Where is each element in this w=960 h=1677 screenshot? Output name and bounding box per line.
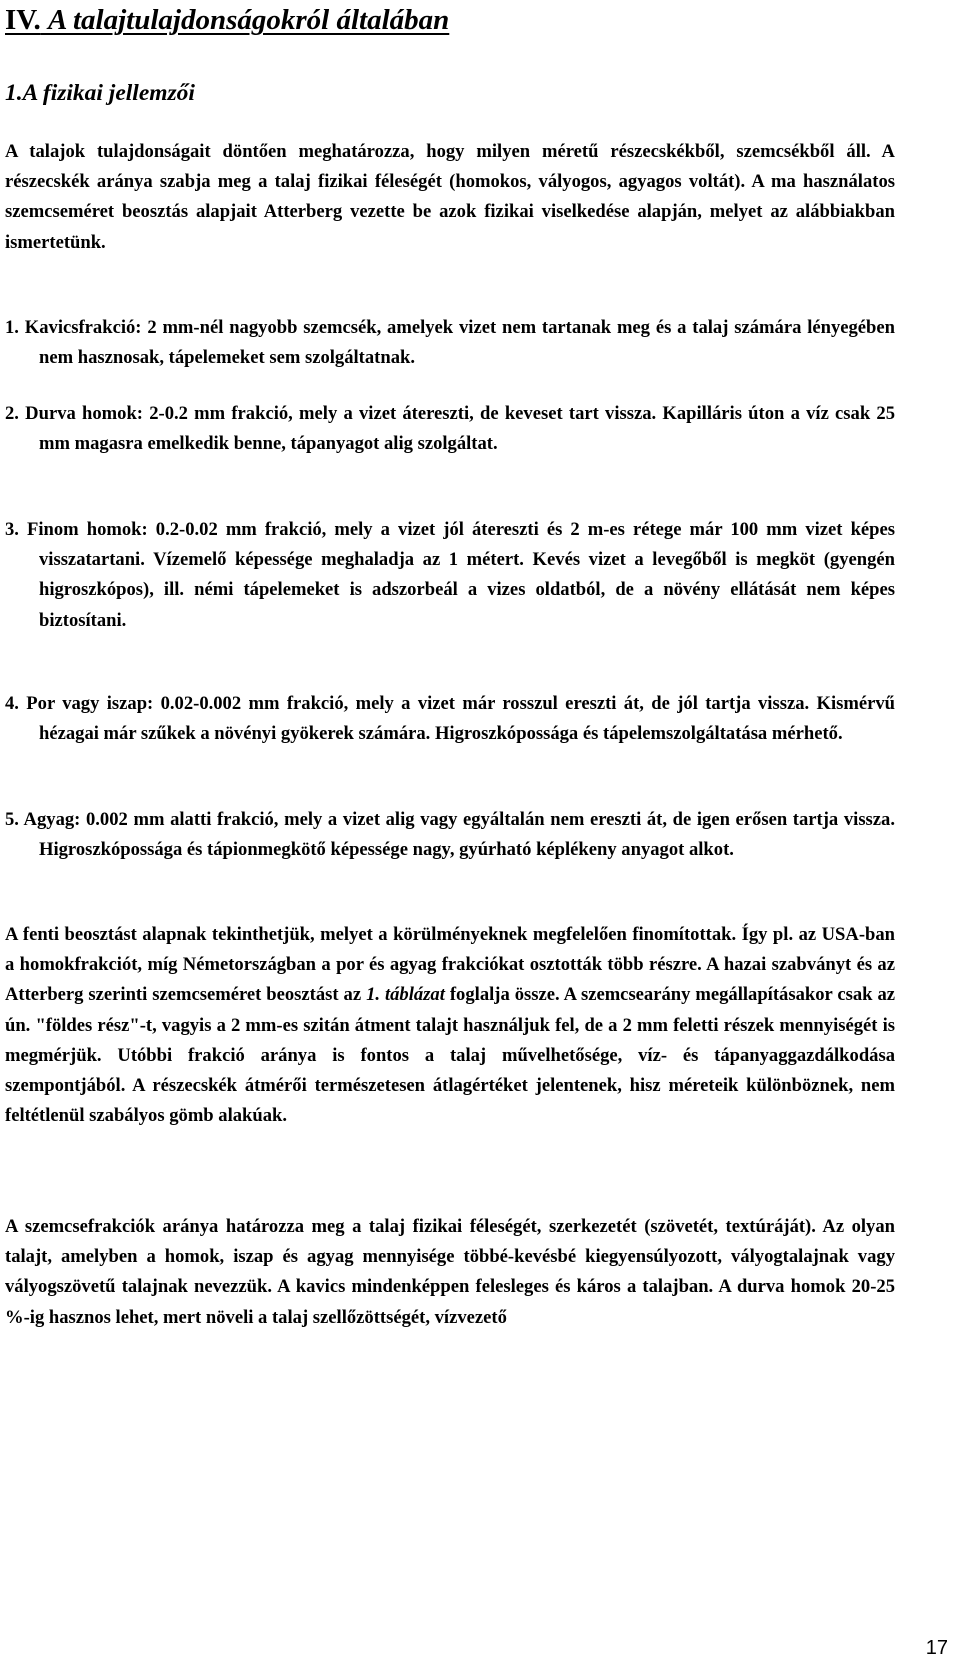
fraction-item-gravel: 1. Kavicsfrakció: 2 mm-nél nagyobb szemcsék, amelyek vizet nem tartanak meg és a talaj számára lényegében nem hasznosak, tápelemeket sem szolgáltatnak. (5, 317, 895, 369)
chapter-title: A talajtulajdonságokról általában (48, 4, 450, 36)
intro-paragraph: A talajok tulajdonságait döntően meghatározza, hogy milyen méretű részecskékből, szemcsékből áll. A részecskék aránya szabja meg a talaj fizikai féleségét (homokos, vályogos, agyagos voltát). A ma használatos szemcseméret beosztás alapjait Atterberg vezette be azok fizikai viselkedése alapján, melyet az alábbiakban ismertetünk. (5, 141, 895, 253)
classification-text-end: foglalja össze. A szemcsearány megállapításakor csak az ún. "földes rész"-t, vagyis a 2 mm-es szitán átment talajt használjuk fel, de a 2 mm feletti részek mennyiségét is megmérjük. Utóbbi frakció aránya is fontos a talaj művelhetősége, víz- és tápanyaggazdálkodása szempontjából. A részecskék átmérői természetesen átlagértéket jelentenek, hisz méreteik különböznek, nem feltétlenül szabályos gömb alakúak. (5, 984, 896, 1127)
chapter-number: IV. (5, 4, 41, 36)
classification-text-start: A fenti beosztást alapnak tekinthetjük, melyet a körülményeknek megfelelően finomítottak. Így pl. az USA-ban a homokfrakciót, míg Németországban a por és agyag frakciókat osztották több részre. A hazai szabványt és az Atterberg szerinti szemcseméret beosztást az (5, 924, 895, 1006)
fraction-item-silt: 4. Por vagy iszap: 0.02-0.002 mm frakció, mely a vizet már rosszul ereszti át, de jól tartja vissza. Kismérvű hézagai már szűkek a növényi gyökerek számára. Higroszkópossága és tápelemszolgáltatása mérhető. (5, 693, 895, 745)
section-heading: 1.A fizikai jellemzői (5, 80, 195, 106)
fraction-item-clay: 5. Agyag: 0.002 mm alatti frakció, mely a vizet alig vagy egyáltalán nem ereszti át, de igen erősen tartja vissza. Higroszkópossága és tápionmegkötő képessége nagy, gyúrható képlékeny anyagot alkot. (5, 809, 895, 861)
chapter-heading (5, 2, 449, 38)
table-reference: 1. táblázat (366, 984, 445, 1006)
chapter-heading-underline (5, 4, 449, 36)
texture-paragraph: A szemcsefrakciók aránya határozza meg a talaj fizikai féleségét, szerkezetét (szövetét, textúráját). Az olyan talajt, amelyben a homok, iszap és agyag mennyisége többé-kevésbé kiegyensúlyozott, vályogtalajnak vagy vályogszövetű talajnak nevezzük. A kavics mindenképpen felesleges és káros a talajban. A durva homok 20-25 %-ig hasznos lehet, mert növeli a talaj szellőzöttségét, vízvezető (5, 1216, 895, 1328)
page-number: 17 (925, 1637, 948, 1659)
fraction-item-fine-sand: 3. Finom homok: 0.2-0.02 mm frakció, mely a vizet jól átereszti és 2 m-es rétege már 100 mm vizet képes visszatartani. Vízemelő képessége meghaladja az 1 métert. Kevés vizet a levegőből is megköt (gyengén higroszkópos), ill. némi tápelemeket is adszorbeál a vizes oldatból, de a növény ellátását nem képes biztosítani. (5, 519, 895, 631)
classification-paragraph (5, 920, 895, 1131)
fraction-item-coarse-sand: 2. Durva homok: 2-0.2 mm frakció, mely a vizet átereszti, de keveset tart vissza. Kapilláris úton a víz csak 25 mm magasra emelkedik benne, tápanyagot alig szolgáltat. (5, 403, 895, 455)
